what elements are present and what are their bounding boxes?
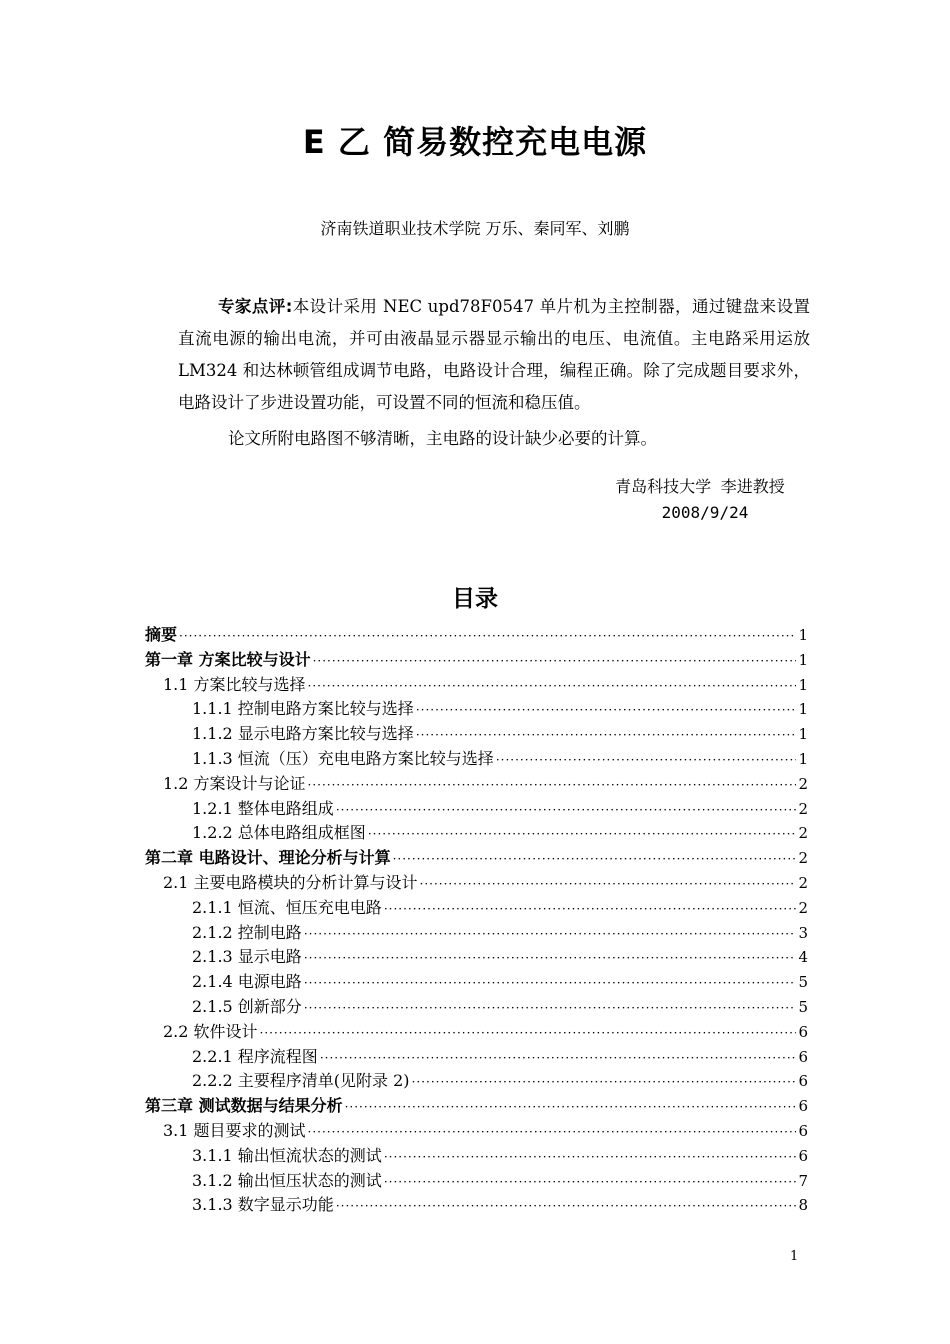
toc-entry-label: 1.2.2 总体电路组成框图 [192,823,366,843]
toc-entry-page: 1 [798,650,808,669]
toc-leader-dots [313,649,797,674]
toc-entry-label: 2.1.2 控制电路 [192,922,302,942]
toc-entry[interactable] [145,697,808,722]
toc-entry-page: 6 [798,1097,808,1116]
toc-leader-dots [412,1070,797,1095]
toc-entry-page: 2 [798,774,808,793]
toc-entry-label: 3.1 题目要求的测试 [163,1120,306,1140]
toc-leader-dots [420,872,797,897]
toc-entry-page: 7 [798,1171,808,1190]
toc-entry[interactable] [145,1169,808,1194]
toc-leader-dots [179,624,796,649]
toc-leader-dots [368,822,797,847]
toc-entry-page: 3 [798,923,808,942]
toc-entry[interactable] [145,673,808,698]
expert-comment [178,291,810,455]
toc-entry-label: 2.2 软件设计 [163,1021,258,1041]
toc-leader-dots [260,1021,797,1046]
toc-leader-dots [384,897,797,922]
toc-entry[interactable] [145,921,808,946]
toc-entry-page: 2 [798,873,808,892]
toc-entry-label: 2.2.2 主要程序清单(见附录 2) [192,1071,410,1091]
toc-entry[interactable] [145,747,808,772]
signature-name: 青岛科技大学 李进教授 [615,477,785,496]
signature-date: 2008/9/24 [661,503,749,522]
toc-leader-dots [384,1170,797,1195]
toc-entry[interactable] [145,623,808,648]
toc-leader-dots [336,1194,797,1219]
toc-entry-label: 2.1.4 电源电路 [192,972,302,992]
toc-entry-page: 1 [798,725,808,744]
toc-entry-page: 1 [798,700,808,719]
toc-entry[interactable] [145,797,808,822]
toc-entry-page: 1 [798,626,808,644]
toc-entry-page: 2 [798,849,808,868]
toc-entry-label: 3.1.2 输出恒压状态的测试 [192,1170,382,1190]
toc-entry[interactable] [145,945,808,970]
toc-entry[interactable] [145,896,808,921]
toc-leader-dots [320,1046,797,1071]
toc-leader-dots [304,946,797,971]
toc-entry[interactable] [145,970,808,995]
toc-entry-page: 6 [798,1022,808,1041]
toc-entry-label: 3.1.1 输出恒流状态的测试 [192,1145,382,1165]
toc-entry[interactable] [145,772,808,797]
toc-entry-label: 2.1.3 显示电路 [192,947,302,967]
toc-leader-dots [308,1120,797,1145]
toc-entry-label: 1.2 方案设计与论证 [163,773,306,793]
toc-entry-page: 1 [798,749,808,768]
toc-entry-page: 6 [798,1072,808,1091]
toc-entry[interactable] [145,1144,808,1169]
toc-entry-label: 2.1 主要电路模块的分析计算与设计 [163,872,418,892]
toc-leader-dots [304,971,797,996]
toc-entry[interactable] [145,722,808,747]
toc-entry-page: 8 [798,1196,808,1215]
toc-entry-label: 1.1.2 显示电路方案比较与选择 [192,724,414,744]
toc-entry-label: 3.1.3 数字显示功能 [192,1195,334,1215]
expert-comment-text: 本设计采用 NEC upd78F0547 单片机为主控制器，通过键盘来设置直流电源的输出电流，并可由液晶显示器显示输出的电压、电流值。主电路采用运放 LM324 和达林顿管组成调节电路，电路设计合理，编程正确。除了完成题目要求外，电路设计了步进设置功能，可设置不同的恒流和稳压值。 [178,297,810,412]
toc-entry[interactable] [145,1119,808,1144]
toc-entry-label: 第二章 电路设计、理论分析与计算 [145,848,391,868]
toc-entry-label: 第三章 测试数据与结果分析 [145,1096,343,1116]
toc-entry-page: 5 [798,997,808,1016]
expert-comment-paragraph-1 [178,291,810,419]
toc-entry-page: 2 [798,824,808,843]
toc-leader-dots [304,922,797,947]
document-title: E 乙 简易数控充电电源 [302,123,648,161]
expert-comment-paragraph-2: 论文所附电路图不够清晰，主电路的设计缺少必要的计算。 [228,429,657,448]
toc-entry-label: 1.2.1 整体电路组成 [192,798,334,818]
toc-entry-label: 1.1.1 控制电路方案比较与选择 [192,699,414,719]
toc-title: 目录 [452,586,498,612]
toc-entry-label: 1.1 方案比较与选择 [163,674,306,694]
toc-entry[interactable] [145,1193,808,1218]
toc-entry-label: 2.2.1 程序流程图 [192,1046,318,1066]
toc-entry[interactable] [145,1045,808,1070]
toc-entry-page: 6 [798,1121,808,1140]
toc-leader-dots [304,996,797,1021]
toc-entry[interactable] [145,1020,808,1045]
toc-entry[interactable] [145,648,808,673]
toc-entry-page: 5 [798,973,808,992]
toc-entry[interactable] [145,821,808,846]
toc-leader-dots [345,1095,797,1120]
toc-entry-page: 1 [798,675,808,694]
toc-entry-page: 6 [798,1047,808,1066]
toc-entry[interactable] [145,1069,808,1094]
toc-entry[interactable] [145,846,808,871]
toc-entry-label: 2.1.5 创新部分 [192,996,302,1016]
toc-entry-label: 摘要 [145,625,178,644]
toc-leader-dots [416,698,797,723]
table-of-contents [145,623,808,1218]
toc-entry[interactable] [145,995,808,1020]
toc-leader-dots [308,773,797,798]
toc-entry[interactable] [145,871,808,896]
toc-entry[interactable] [145,1094,808,1119]
toc-entry-label: 2.1.1 恒流、恒压充电电路 [192,897,382,917]
toc-entry-label: 第一章 方案比较与设计 [145,649,311,669]
toc-entry-page: 2 [798,799,808,818]
toc-entry-page: 4 [798,948,808,967]
expert-comment-label: 专家点评: [218,297,293,316]
toc-leader-dots [393,847,797,872]
toc-leader-dots [416,723,797,748]
toc-entry-page: 6 [798,1146,808,1165]
toc-entry-page: 2 [798,898,808,917]
toc-leader-dots [336,798,797,823]
toc-leader-dots [384,1145,797,1170]
toc-entry-label: 1.1.3 恒流（压）充电电路方案比较与选择 [192,748,494,768]
toc-leader-dots [308,674,797,699]
toc-leader-dots [496,748,797,773]
page-number: 1 [790,1249,799,1264]
author-line: 济南铁道职业技术学院 万乐、秦同军、刘鹏 [320,219,630,238]
